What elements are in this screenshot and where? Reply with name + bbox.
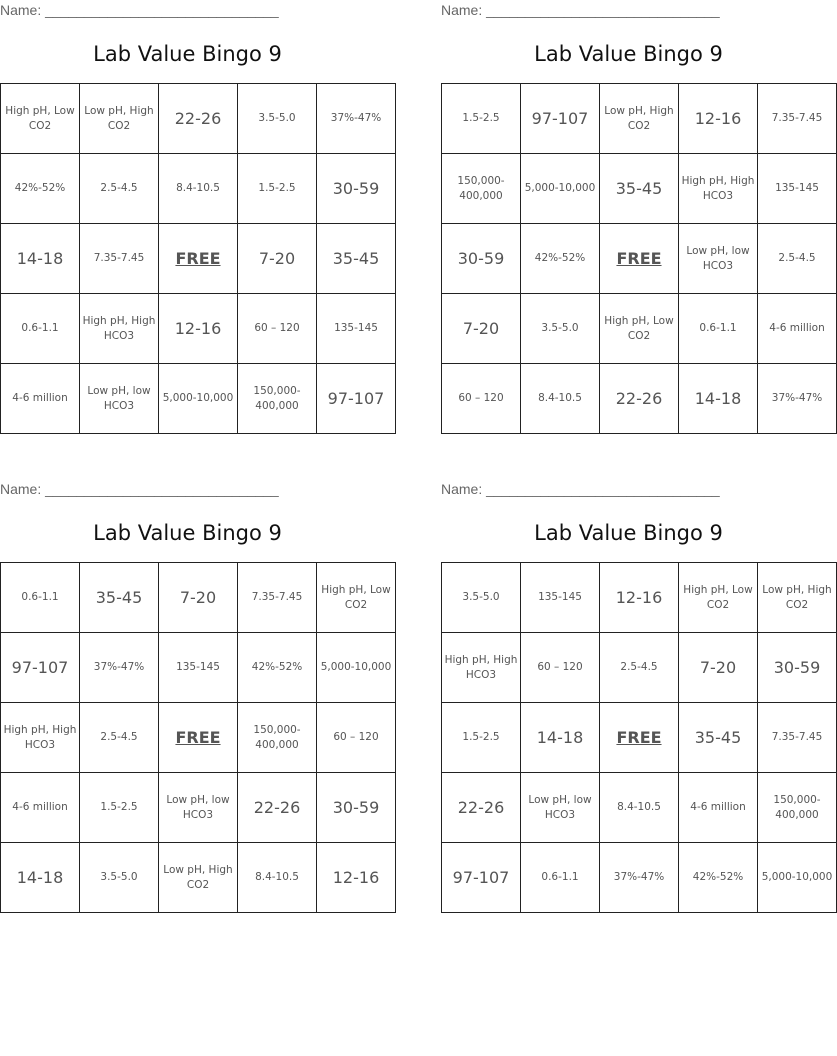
bingo-cell: Low pH, High CO2 xyxy=(80,84,159,154)
bingo-cell: 7.35-7.45 xyxy=(758,703,837,773)
bingo-cell: 14-18 xyxy=(1,843,80,913)
bingo-cell: Low pH, High CO2 xyxy=(758,563,837,633)
bingo-cell: 12-16 xyxy=(600,563,679,633)
bingo-cell: 4-6 million xyxy=(1,364,80,434)
card-title: Lab Value Bingo 9 xyxy=(93,42,282,66)
bingo-cell: 14-18 xyxy=(521,703,600,773)
bingo-row xyxy=(1,154,396,224)
bingo-cell: 7.35-7.45 xyxy=(80,224,159,294)
bingo-cell: 1.5-2.5 xyxy=(80,773,159,843)
bingo-grid xyxy=(0,83,396,434)
bingo-cell: 135-145 xyxy=(758,154,837,224)
bingo-cell: 37%-47% xyxy=(758,364,837,434)
bingo-row xyxy=(1,84,396,154)
bingo-cell: 42%-52% xyxy=(521,224,600,294)
bingo-cell: 0.6-1.1 xyxy=(1,563,80,633)
bingo-cell: 37%-47% xyxy=(80,633,159,703)
bingo-cell: 35-45 xyxy=(80,563,159,633)
bingo-row xyxy=(442,773,837,843)
card-title: Lab Value Bingo 9 xyxy=(534,521,723,545)
bingo-cell: 42%-52% xyxy=(679,843,758,913)
bingo-row xyxy=(1,224,396,294)
bingo-cell: 35-45 xyxy=(600,154,679,224)
bingo-cell: 1.5-2.5 xyxy=(238,154,317,224)
bingo-cell: 7.35-7.45 xyxy=(758,84,837,154)
bingo-cell: 35-45 xyxy=(679,703,758,773)
bingo-cell: 3.5-5.0 xyxy=(80,843,159,913)
bingo-row xyxy=(442,633,837,703)
bingo-cell: 12-16 xyxy=(317,843,396,913)
bingo-grid xyxy=(0,562,396,913)
bingo-cell: 0.6-1.1 xyxy=(521,843,600,913)
name-field-line: Name: ______________________________ xyxy=(441,481,720,497)
bingo-cell: 14-18 xyxy=(679,364,758,434)
bingo-cell: 22-26 xyxy=(238,773,317,843)
bingo-cell: 22-26 xyxy=(442,773,521,843)
bingo-cell: 150,000-400,000 xyxy=(238,703,317,773)
bingo-cell: 1.5-2.5 xyxy=(442,84,521,154)
bingo-cell: 135-145 xyxy=(521,563,600,633)
bingo-cell: 7-20 xyxy=(159,563,238,633)
free-space-cell: FREE xyxy=(600,703,679,773)
bingo-cell: 8.4-10.5 xyxy=(600,773,679,843)
bingo-cell: 22-26 xyxy=(159,84,238,154)
bingo-cell: High pH, Low CO2 xyxy=(317,563,396,633)
free-space-cell: FREE xyxy=(159,224,238,294)
bingo-card-1 xyxy=(0,0,385,440)
bingo-cell: 30-59 xyxy=(758,633,837,703)
bingo-row xyxy=(1,633,396,703)
bingo-cell: 4-6 million xyxy=(1,773,80,843)
bingo-cell: 135-145 xyxy=(317,294,396,364)
name-field-line: Name: ______________________________ xyxy=(0,481,279,497)
bingo-cell: 60 – 120 xyxy=(521,633,600,703)
bingo-cell: 60 – 120 xyxy=(442,364,521,434)
free-space-cell: FREE xyxy=(600,224,679,294)
bingo-row xyxy=(1,773,396,843)
bingo-cell: 37%-47% xyxy=(317,84,396,154)
bingo-row xyxy=(1,563,396,633)
bingo-cell: 60 – 120 xyxy=(317,703,396,773)
bingo-grid xyxy=(441,562,837,913)
bingo-cell: High pH, High HCO3 xyxy=(1,703,80,773)
bingo-cell: 7.35-7.45 xyxy=(238,563,317,633)
bingo-row xyxy=(442,563,837,633)
bingo-cell: 0.6-1.1 xyxy=(1,294,80,364)
bingo-cell: High pH, Low CO2 xyxy=(1,84,80,154)
bingo-cell: 4-6 million xyxy=(758,294,837,364)
bingo-cell: 97-107 xyxy=(521,84,600,154)
bingo-cell: 5,000-10,000 xyxy=(758,843,837,913)
bingo-grid xyxy=(441,83,837,434)
bingo-cell: 22-26 xyxy=(600,364,679,434)
bingo-cell: 5,000-10,000 xyxy=(521,154,600,224)
free-space-cell: FREE xyxy=(159,703,238,773)
bingo-card-3 xyxy=(0,479,392,919)
bingo-cell: 150,000-400,000 xyxy=(238,364,317,434)
bingo-row xyxy=(442,843,837,913)
bingo-cell: 97-107 xyxy=(1,633,80,703)
bingo-cell: 3.5-5.0 xyxy=(442,563,521,633)
name-field-line: Name: ______________________________ xyxy=(441,2,720,18)
card-title: Lab Value Bingo 9 xyxy=(93,521,282,545)
bingo-cell: High pH, High HCO3 xyxy=(679,154,758,224)
bingo-cell: 42%-52% xyxy=(1,154,80,224)
bingo-cell: 2.5-4.5 xyxy=(758,224,837,294)
bingo-cell: Low pH, High CO2 xyxy=(159,843,238,913)
bingo-cell: High pH, High HCO3 xyxy=(80,294,159,364)
bingo-cell: 5,000-10,000 xyxy=(159,364,238,434)
bingo-cell: 30-59 xyxy=(317,773,396,843)
name-field-line: Name: ______________________________ xyxy=(0,2,279,18)
bingo-cell: 30-59 xyxy=(442,224,521,294)
bingo-cell: 135-145 xyxy=(159,633,238,703)
bingo-cell: 8.4-10.5 xyxy=(238,843,317,913)
bingo-cell: 0.6-1.1 xyxy=(679,294,758,364)
bingo-row xyxy=(1,294,396,364)
bingo-cell: Low pH, low HCO3 xyxy=(521,773,600,843)
card-title: Lab Value Bingo 9 xyxy=(534,42,723,66)
bingo-cell: 150,000-400,000 xyxy=(442,154,521,224)
bingo-cell: 8.4-10.5 xyxy=(521,364,600,434)
bingo-cell: 1.5-2.5 xyxy=(442,703,521,773)
bingo-cell: High pH, High HCO3 xyxy=(442,633,521,703)
bingo-cell: 4-6 million xyxy=(679,773,758,843)
bingo-cell: Low pH, low HCO3 xyxy=(679,224,758,294)
bingo-cell: 30-59 xyxy=(317,154,396,224)
bingo-cell: 8.4-10.5 xyxy=(159,154,238,224)
bingo-row xyxy=(442,364,837,434)
bingo-cell: 97-107 xyxy=(442,843,521,913)
bingo-cell: 60 – 120 xyxy=(238,294,317,364)
bingo-cell: 7-20 xyxy=(442,294,521,364)
bingo-cell: 12-16 xyxy=(679,84,758,154)
bingo-cell: 7-20 xyxy=(679,633,758,703)
bingo-cell: 2.5-4.5 xyxy=(80,154,159,224)
bingo-card-2 xyxy=(441,0,825,440)
bingo-cell: 97-107 xyxy=(317,364,396,434)
bingo-row xyxy=(442,294,837,364)
bingo-row xyxy=(442,224,837,294)
bingo-cell: High pH, Low CO2 xyxy=(600,294,679,364)
bingo-row xyxy=(442,154,837,224)
bingo-row xyxy=(442,703,837,773)
bingo-cell: 14-18 xyxy=(1,224,80,294)
bingo-cell: 2.5-4.5 xyxy=(600,633,679,703)
bingo-cell: 42%-52% xyxy=(238,633,317,703)
bingo-row xyxy=(1,364,396,434)
bingo-cell: 35-45 xyxy=(317,224,396,294)
bingo-row xyxy=(442,84,837,154)
bingo-cell: 5,000-10,000 xyxy=(317,633,396,703)
bingo-row xyxy=(1,843,396,913)
bingo-cell: 2.5-4.5 xyxy=(80,703,159,773)
bingo-cell: 150,000-400,000 xyxy=(758,773,837,843)
bingo-cell: 7-20 xyxy=(238,224,317,294)
bingo-cell: 37%-47% xyxy=(600,843,679,913)
bingo-card-4 xyxy=(441,479,833,919)
bingo-cell: Low pH, low HCO3 xyxy=(80,364,159,434)
bingo-cell: 3.5-5.0 xyxy=(238,84,317,154)
bingo-cell: High pH, Low CO2 xyxy=(679,563,758,633)
bingo-cell: Low pH, High CO2 xyxy=(600,84,679,154)
bingo-cell: 12-16 xyxy=(159,294,238,364)
bingo-cell: Low pH, low HCO3 xyxy=(159,773,238,843)
bingo-cell: 3.5-5.0 xyxy=(521,294,600,364)
bingo-row xyxy=(1,703,396,773)
